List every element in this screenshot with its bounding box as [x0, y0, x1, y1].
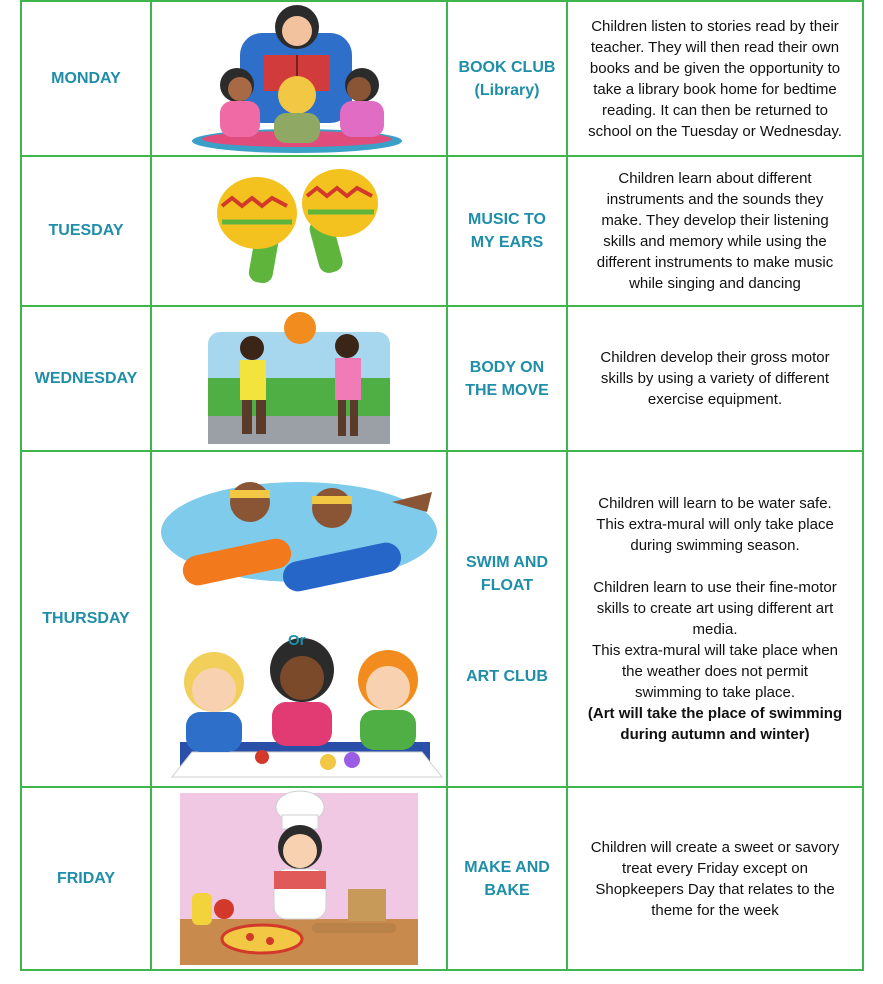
description-monday: Children listen to stories read by their teacher. They will then read their own books and be given the opportunity to take a library book home for bedtime reading. It can then be returned to school on the Tuesday or Wednesday.	[567, 1, 863, 156]
day-label-monday: MONDAY	[21, 1, 151, 156]
baking-illustration	[151, 787, 447, 970]
schedule-row-monday	[21, 1, 863, 156]
description-tuesday: Children learn about different instruments and the sounds they make. They develop their listening skills and memory while using the different instruments to make music while singing and dancing	[567, 156, 863, 306]
day-label-friday: FRIDAY	[21, 787, 151, 970]
extramural-schedule-table	[20, 0, 864, 971]
schedule-row-thursday	[21, 451, 863, 787]
ball-play-illustration	[151, 306, 447, 451]
description-friday: Children will create a sweet or savory treat every Friday except on Shopkeepers Day that relates to the theme for the week	[567, 787, 863, 970]
day-label-thursday: THURSDAY	[21, 451, 151, 787]
activity-label-wednesday: BODY ON THE MOVE	[447, 306, 567, 451]
activity-label-thursday: SWIM AND FLOAT ART CLUB	[447, 451, 567, 787]
thursday-illustrations	[151, 451, 447, 787]
art-class-illustration	[172, 638, 442, 777]
swimming-illustration	[161, 482, 437, 594]
day-label-tuesday: TUESDAY	[21, 156, 151, 306]
description-thursday: Children will learn to be water safe. This extra-mural will only take place during swimming season. Children learn to use their fine-motor skills to create art using different art media. This extra-mural will take place when the weather does not permit swimming to take place. (Art will take the place of swimming during autumn and winter)	[567, 451, 863, 787]
schedule-row-friday	[21, 787, 863, 970]
day-label-wednesday: WEDNESDAY	[21, 306, 151, 451]
schedule-row-tuesday	[21, 156, 863, 306]
schedule-row-wednesday	[21, 306, 863, 451]
or-label: Or	[288, 632, 306, 649]
description-wednesday: Children develop their gross motor skills by using a variety of different exercise equipment.	[567, 306, 863, 451]
activity-label-tuesday: MUSIC TO MY EARS	[447, 156, 567, 306]
maracas-illustration	[151, 156, 447, 306]
story-time-illustration	[151, 1, 447, 156]
activity-label-friday: MAKE AND BAKE	[447, 787, 567, 970]
activity-label-monday: BOOK CLUB (Library)	[447, 1, 567, 156]
